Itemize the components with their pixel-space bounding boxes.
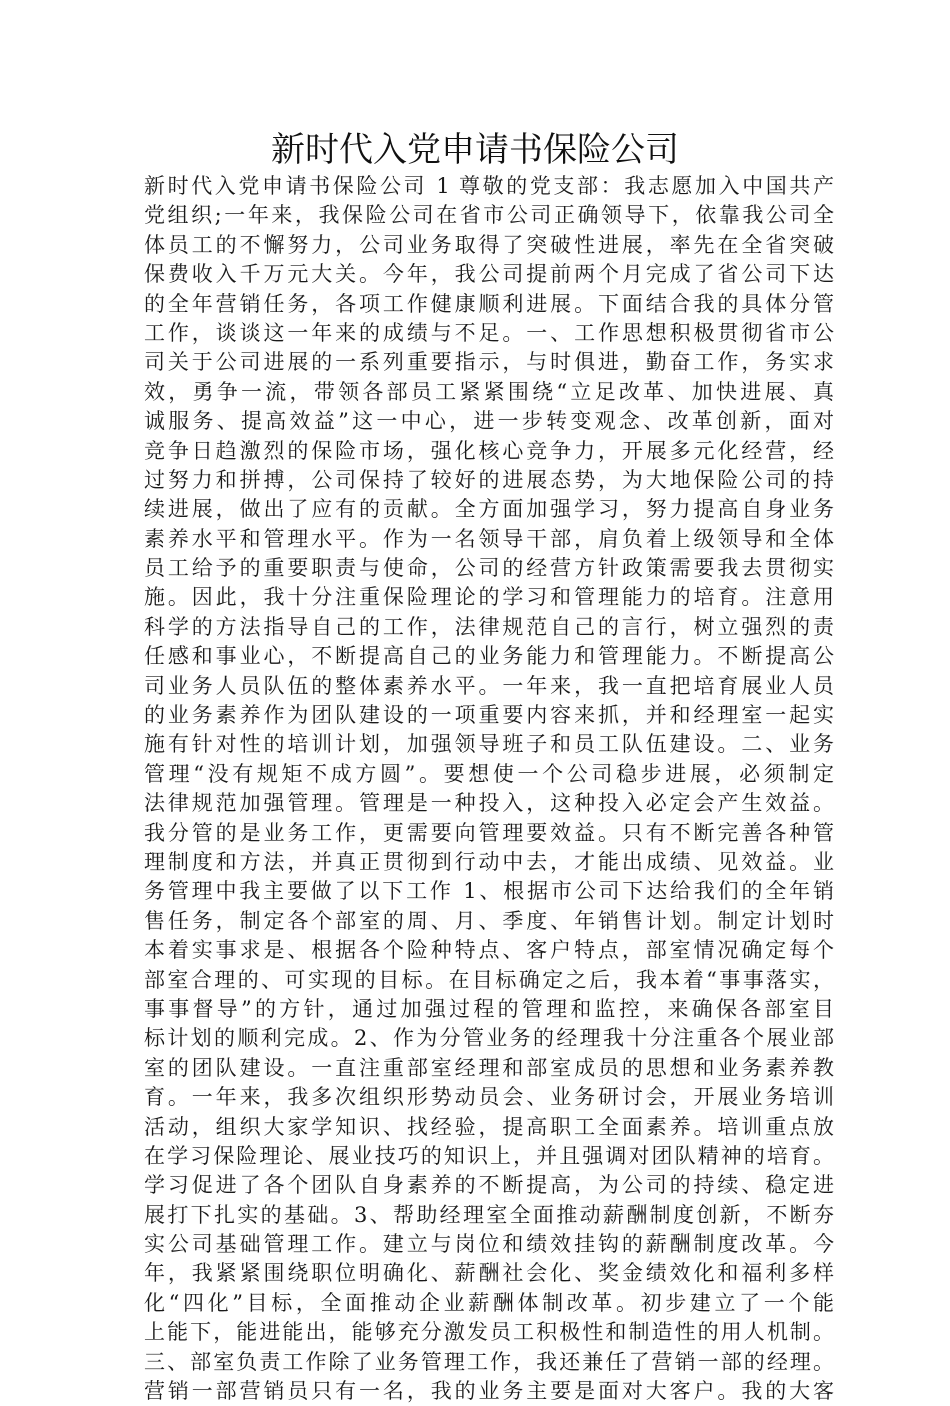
body-text-line: 育。一年来，我多次组织形势动员会、业务研讨会，开展业务培训: [144, 1085, 834, 1110]
body-text-line: 室的团队建设。一直注重部室经理和部室成员的思想和业务素养教: [144, 1055, 834, 1080]
body-text-line: 施有针对性的培训计划，加强领导班子和员工队伍建设。二、业务: [144, 732, 834, 757]
body-text-line: 上能下，能进能出，能够充分激发员工积极性和制造性的用人机制。: [144, 1320, 834, 1345]
body-text-line: 售任务，制定各个部室的周、月、季度、年销售计划。制定计划时: [144, 908, 834, 933]
body-text-line: 三、部室负责工作除了业务管理工作，我还兼任了营销一部的经理。: [144, 1349, 834, 1374]
body-text-line: 司关于公司进展的一系列重要指示，与时俱进，勤奋工作，务实求: [144, 350, 834, 375]
body-text-line: 诚服务、提高效益”这一中心，进一步转变观念、改革创新，面对: [144, 409, 834, 434]
body-text-line: 过努力和拼搏，公司保持了较好的进展态势，为大地保险公司的持: [144, 467, 834, 492]
body-text-line: 活动，组织大家学知识、找经验，提高职工全面素养。培训重点放: [144, 1114, 834, 1139]
body-text-line: 的全年营销任务，各项工作健康顺利进展。下面结合我的具体分管: [144, 291, 834, 316]
body-text-line: 理制度和方法，并真正贯彻到行动中去，才能出成绩、见效益。业: [144, 849, 834, 874]
body-text-line: 素养水平和管理水平。作为一名领导干部，肩负着上级领导和全体: [144, 526, 834, 551]
body-text-line: 在学习保险理论、展业技巧的知识上，并且强调对团队精神的培育。: [144, 1143, 834, 1168]
document-title: 新时代入党申请书保险公司: [271, 130, 679, 170]
body-text-line: 实公司基础管理工作。建立与岗位和绩效挂钩的薪酬制度改革。今: [144, 1232, 834, 1257]
body-text-line: 的业务素养作为团队建设的一项重要内容来抓，并和经理室一起实: [144, 703, 834, 728]
body-text-line: 体员工的不懈努力，公司业务取得了突破性进展，率先在全省突破: [144, 232, 834, 257]
body-text-line: 化“四化”目标，全面推动企业薪酬体制改革。初步建立了一个能: [144, 1290, 834, 1315]
body-text-line: 司业务人员队伍的整体素养水平。一年来，我一直把培育展业人员: [144, 673, 834, 698]
body-text-line: 新时代入党申请书保险公司 1 尊敬的党支部：我志愿加入中国共产: [144, 174, 834, 198]
body-text-line: 党组织;一年来，我保险公司在省市公司正确领导下，依靠我公司全: [144, 203, 834, 228]
body-text-line: 标计划的顺利完成。2、作为分管业务的经理我十分注重各个展业部: [144, 1026, 834, 1051]
body-text-line: 施。因此，我十分注重保险理论的学习和管理能力的培育。注意用: [144, 585, 834, 610]
body-text-line: 本着实事求是、根据各个险种特点、客户特点，部室情况确定每个: [144, 938, 834, 963]
body-text-line: 事事督导”的方针，通过加强过程的管理和监控，来确保各部室目: [144, 996, 834, 1021]
body-text-line: 工作，谈谈这一年来的成绩与不足。一、工作思想积极贯彻省市公: [144, 320, 834, 345]
body-text-line: 展打下扎实的基础。3、帮助经理室全面推动薪酬制度创新，不断夯: [144, 1202, 834, 1227]
body-text-line: 续进展，做出了应有的贡献。全方面加强学习，努力提高自身业务: [144, 497, 834, 522]
body-text-line: 保费收入千万元大关。今年，我公司提前两个月完成了省公司下达: [144, 262, 834, 287]
body-text-line: 年，我紧紧围绕职位明确化、薪酬社会化、奖金绩效化和福利多样: [144, 1261, 834, 1286]
body-text-line: 我分管的是业务工作，更需要向管理要效益。只有不断完善各种管: [144, 820, 834, 845]
body-text-line: 任感和事业心，不断提高自己的业务能力和管理能力。不断提高公: [144, 644, 834, 669]
body-text-line: 营销一部营销员只有一名，我的业务主要是面对大客户。我的大客: [144, 1379, 834, 1404]
body-text-line: 学习促进了各个团队自身素养的不断提高，为公司的持续、稳定进: [144, 1173, 834, 1198]
body-text-line: 部室合理的、可实现的目标。在目标确定之后，我本着“事事落实，: [144, 967, 834, 992]
body-text-line: 务管理中我主要做了以下工作 1、根据市公司下达给我们的全年销: [144, 879, 834, 904]
body-text-line: 竞争日趋激烈的保险市场，强化核心竞争力，开展多元化经营，经: [144, 438, 834, 463]
document-body: [144, 172, 834, 1406]
body-text-line: 科学的方法指导自己的工作，法律规范自己的言行，树立强烈的责: [144, 614, 834, 639]
body-text-line: 管理“没有规矩不成方圆”。要想使一个公司稳步进展，必须制定: [144, 761, 834, 786]
body-text-line: 员工给予的重要职责与使命，公司的经营方针政策需要我去贯彻实: [144, 556, 834, 581]
body-text-line: 效，勇争一流，带领各部员工紧紧围绕“立足改革、加快进展、真: [144, 379, 834, 404]
body-text-line: 法律规范加强管理。管理是一种投入，这种投入必定会产生效益。: [144, 791, 834, 816]
